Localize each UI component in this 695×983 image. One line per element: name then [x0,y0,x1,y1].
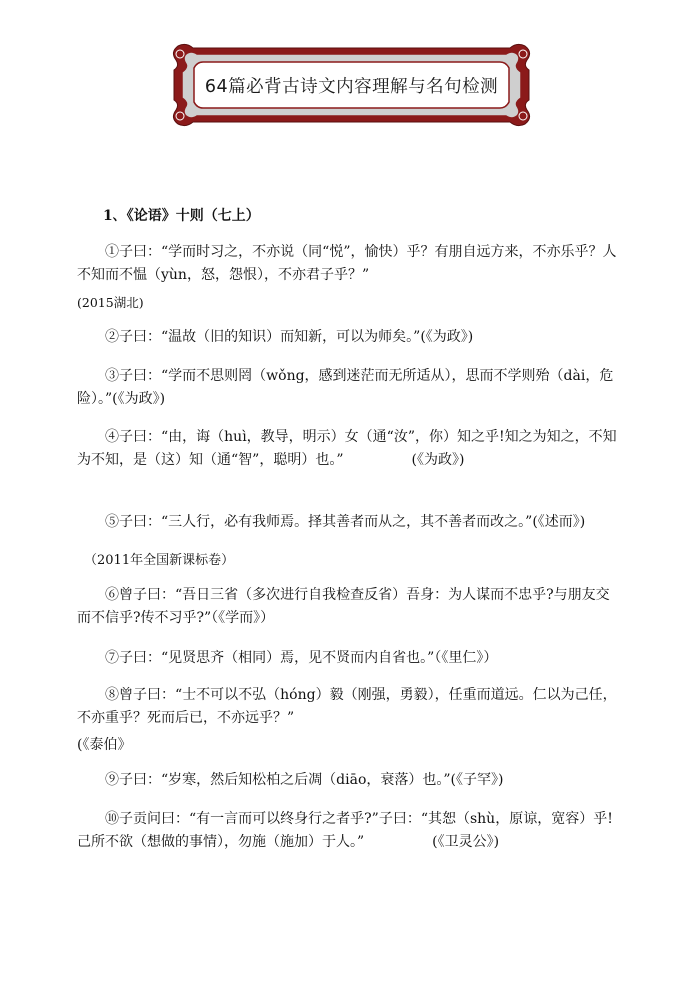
entry-3 [77,365,622,411]
entry-text: ②子曰：“温故（旧的知识）而知新，可以为师矣。”(《为政》) [105,329,474,345]
entry-citation: (《为政》) [411,452,465,468]
entry-1 [77,241,622,287]
entry-text: ⑦子曰：“见贤思齐（相同）焉，见不贤而内自省也。”（《里仁》） [105,650,498,666]
entry-2 [77,326,622,349]
entry-text: ⑥曾子曰：“吾日三省（多次进行自我检查反省）吾身：为人谋而不忠乎?与朋友交而不信乎?传不习乎?”（《学而》） [77,587,610,626]
entry-text: ⑤子曰：“三人行，必有我师焉。择其善者而从之，其不善者而改之。”(《述而》) [105,514,586,530]
entry-text: ⑩子贡问曰：“有一言而可以终身行之者乎?”子曰：“其恕（shù，原谅，宽容）乎!己所不欲（想做的事情），勿施（施加）于人。” [77,811,613,850]
entry-text: ①子曰：“学而时习之，不亦说（同“悦”，愉快）乎？有朋自远方来，不亦乐乎？人不知而不愠（yùn，怒，怨恨），不亦君子乎？” [77,244,617,283]
entry-7 [77,647,622,670]
entry-4 [77,426,622,472]
entry-6 [77,584,622,630]
title-banner [165,40,538,130]
entry-citation: (《泰伯》 [77,737,132,753]
entry-text: ④子曰：“由，诲（huì，教导，明示）女（通“汝”，你）知之乎!知之为知之，不知为不知，是（这）知（通“智”，聪明）也。” [77,429,617,468]
page-title: 64篇必背古诗文内容理解与名句检测 [204,76,499,97]
entry-source: （2011年全国新课标卷） [84,553,235,568]
entry-5 [77,511,622,534]
entry-text: ③子曰：“学而不思则罔（wǒng，感到迷茫而无所适从），思而不学则殆（dài，危险）。”(《为政》) [77,368,614,407]
entry-text: ⑧曾子曰：“士不可以不弘（hóng）毅（刚强，勇毅），任重而道远。仁以为己任，不亦重乎？死而后已，不亦远乎？” [77,687,617,726]
section-title: 1､《论语》十则（七上） [103,208,260,224]
entry-8 [77,684,622,730]
entry-source: (2015湖北) [77,295,144,310]
entry-citation: (《卫灵公》) [432,834,500,850]
entry-text: ⑨子曰：“岁寒，然后知松柏之后凋（diāo，衰落）也。”(《子罕》) [105,772,504,788]
entry-10 [77,808,622,854]
entry-9 [77,769,622,792]
